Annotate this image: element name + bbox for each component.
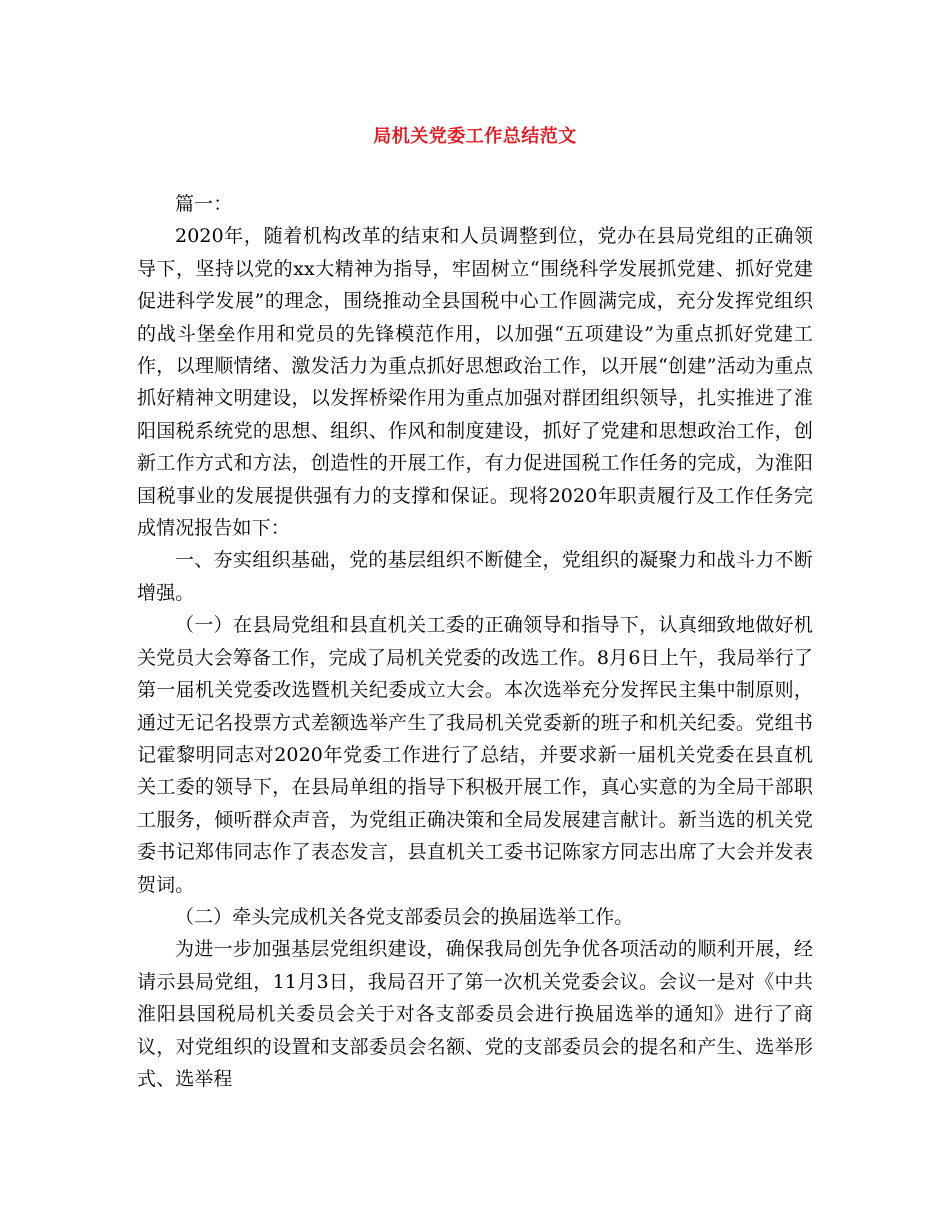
- paragraph-subsection-2: （二）牵头完成机关各党支部委员会的换届选举工作。: [175, 905, 634, 928]
- document-title: 局机关党委工作总结范文: [373, 126, 577, 147]
- paragraph-subsection-1: （一）在县局党组和县直机关工委的正确领导和指导下，认真细致地做好机关党员大会筹备工作，完成了局机关党委的改选工作。8月6日上午，我局举行了第一届机关党委改选暨机关纪委成立大会。本次选举充分发挥民主集中制原则，通过无记名投票方式差额选举产生了我局机关党委新的班子和机关纪委。党组书记霍黎明同志对2020年党委工作进行了总结，并要求新一届机关党委在县直机关工委的领导下，在县局单组的指导下积极开展工作，真心实意的为全局干部职工服务，倾听群众声音，为党组正确决策和全局发展建言献计。新当选的机关党委书记郑伟同志作了表态发言，县直机关工委书记陈家方同志出席了大会并发表贺词。: [137, 614, 813, 896]
- paragraph-intro: 2020年，随着机构改革的结束和人员调整到位，党办在县局党组的正确领导下，坚持以党的xx大精神为指导，牢固树立“围绕科学发展抓党建、抓好党建促进科学发展”的理念，围绕推动全县国税中心工作圆满完成，充分发挥党组织的战斗堡垒作用和党员的先锋模范作用，以加强“五项建设”为重点抓好党建工作，以理顺情绪、激发活力为重点抓好思想政治工作，以开展“创建”活动为重点抓好精神文明建设，以发挥桥梁作用为重点加强对群团组织领导，扎实推进了淮阳国税系统党的思想、组织、作风和制度建设，抓好了党建和思想政治工作，创新工作方式和方法，创造性的开展工作，有力促进国税工作任务的完成，为淮阳国税事业的发展提供强有力的支撑和保证。现将2020年职责履行及工作任务完成情况报告如下：: [137, 225, 813, 540]
- paragraph-subsection-2-body: 为进一步加强基层党组织建设，确保我局创先争优各项活动的顺利开展，经请示县局党组，11月3日，我局召开了第一次机关党委会议。会议一是对《中共淮阳县国税局机关委员会关于对各支部委员会进行换届选举的通知》进行了商议，对党组织的设置和支部委员会名额、党的支部委员会的提名和产生、选举形式、选举程: [137, 938, 813, 1090]
- document-body: [137, 188, 813, 1095]
- paragraph-section-1: 一、夯实组织基础，党的基层组织不断健全，党组织的凝聚力和战斗力不断增强。: [137, 549, 813, 604]
- paragraph-heading: 篇一：: [175, 193, 233, 215]
